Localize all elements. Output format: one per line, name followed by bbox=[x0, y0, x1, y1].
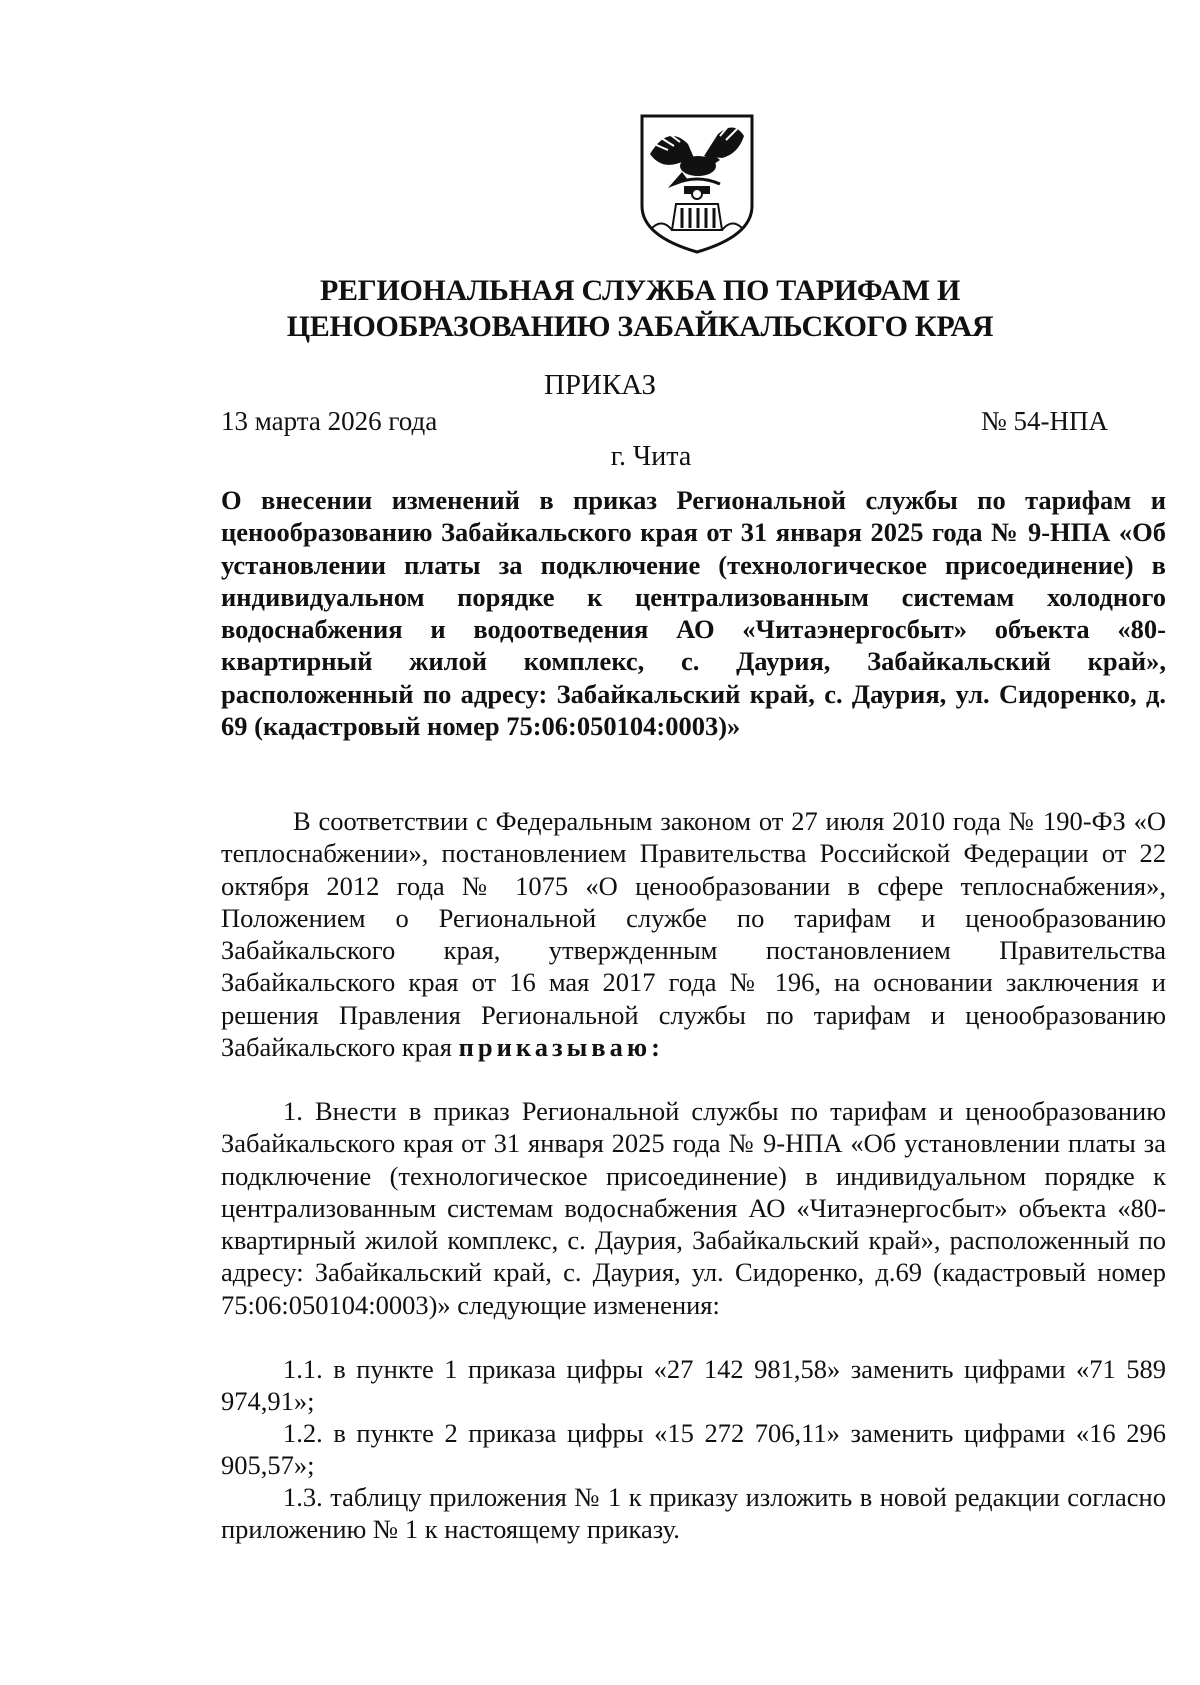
org-name-line-1: РЕГИОНАЛЬНАЯ СЛУЖБА ПО ТАРИФАМ И bbox=[319, 274, 961, 307]
item-1-paragraph: 1. Внести в приказ Региональной службы по тарифам и ценообразованию Забайкальского края от 31 января 2025 года № 9-НПА «Об установлении платы за подключение (технологическое присоединение) в индивидуальном порядке к централизованным системам водоснабжения АО «Читаэнергосбыт» объекта «80-квартирный жилой комплекс, с. Даурия, Забайкальский край», расположенный по адресу: Забайкальский край, с. Даурия, ул. Сидоренко, д.69 (кадастровый номер 75:06:050104:0003)» следующие изменения: bbox=[221, 1096, 1166, 1320]
subitem-1-2: 1.2. в пункте 2 приказа цифры «15 272 706,11» заменить цифрами «16 296 905,57»; bbox=[221, 1418, 1166, 1481]
document-number: № 54-НПА bbox=[981, 406, 1108, 436]
preamble-paragraph bbox=[221, 805, 1166, 1063]
coat-of-arms-icon bbox=[638, 114, 756, 254]
document-subject: О внесении изменений в приказ Региональной службы по тарифам и ценообразованию Забайкальского края от 31 января 2025 года № 9-НПА «Об установлении платы за подключение (технологическое присоединение) в индивидуальном порядке к централизованным системам холодного водоснабжения и водоотведения АО «Читаэнергосбыт» объекта «80-квартирный жилой комплекс, с. Даурия, Забайкальский край», расположенный по адресу: Забайкальский край, с. Даурия, ул. Сидоренко, д. 69 (кадастровый номер 75:06:050104:0003)» bbox=[221, 485, 1166, 742]
org-name-line-2: ЦЕНООБРАЗОВАНИЮ ЗАБАЙКАЛЬСКОГО КРАЯ bbox=[286, 310, 994, 343]
subitem-1-1: 1.1. в пункте 1 приказа цифры «27 142 981,58» заменить цифрами «71 589 974,91»; bbox=[221, 1354, 1166, 1417]
document-type: ПРИКАЗ bbox=[543, 369, 657, 401]
document-date: 13 марта 2026 года bbox=[221, 406, 438, 436]
preamble-text: В соответствии с Федеральным законом от 27 июля 2010 года № 190-ФЗ «О теплоснабжении», постановлением Правительства Российской Федерации от 22 октября 2012 года № 1075 «О ценообразовании в сфере теплоснабжения», Положением о Региональной службе по тарифам и ценообразованию Забайкальского края, утвержденным постановлением Правительства Забайкальского края от 16 мая 2017 года № 196, на основании заключения и решения Правления Региональной службы по тарифам и ценообразованию Забайкальского края bbox=[221, 806, 1166, 1063]
order-word: приказываю: bbox=[458, 1032, 664, 1063]
document-city: г. Чита bbox=[610, 441, 692, 472]
subitem-1-3: 1.3. таблицу приложения № 1 к приказу изложить в новой редакции согласно приложению № 1 к настоящему приказу. bbox=[221, 1482, 1166, 1545]
